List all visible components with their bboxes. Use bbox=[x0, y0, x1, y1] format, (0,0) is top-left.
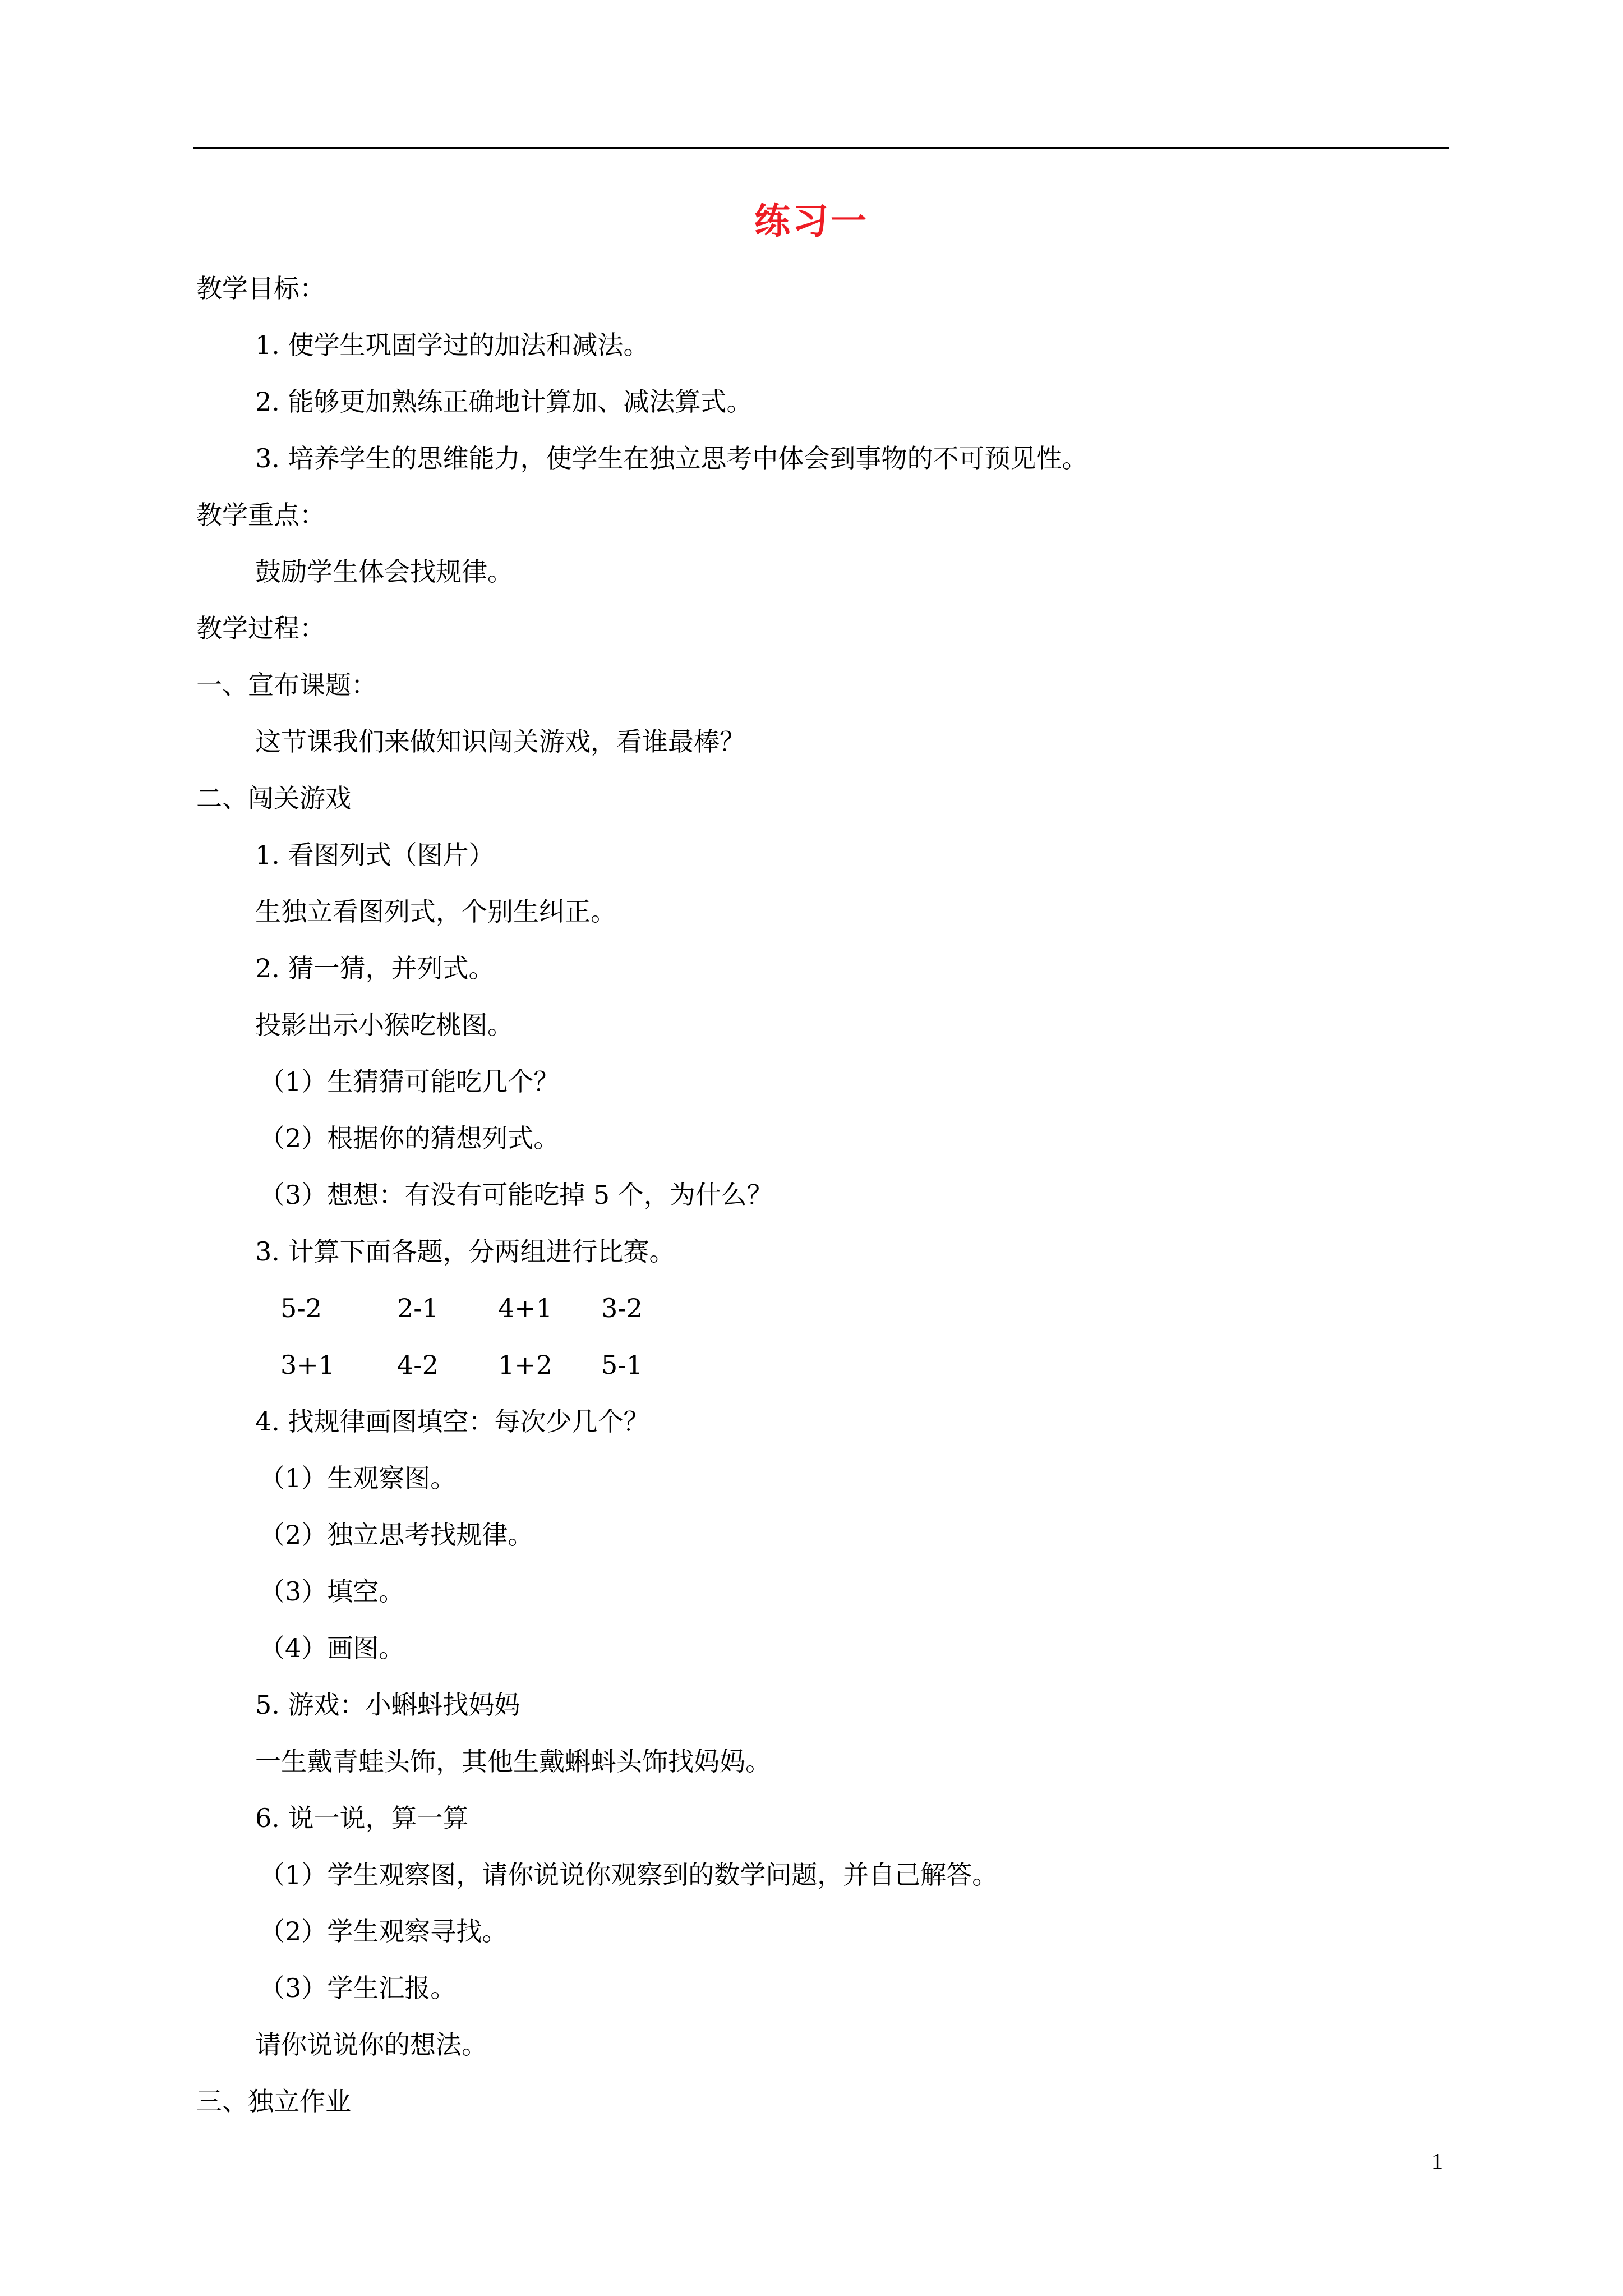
section-2-heading: 二、闯关游戏 bbox=[196, 783, 351, 813]
calc-expression: 3-2 bbox=[601, 1293, 643, 1323]
header-rule bbox=[193, 147, 1449, 149]
activity-4-step-1: （1）生观察图。 bbox=[259, 1463, 457, 1493]
page-number: 1 bbox=[1432, 2148, 1443, 2174]
key-point-text: 鼓励学生体会找规律。 bbox=[255, 556, 513, 587]
activity-5-text: 一生戴青蛙头饰，其他生戴蝌蚪头饰找妈妈。 bbox=[255, 1746, 771, 1777]
calc-expression: 2-1 bbox=[397, 1293, 439, 1323]
activity-4-step-4: （4）画图。 bbox=[259, 1633, 405, 1663]
calc-expression: 1+2 bbox=[498, 1350, 553, 1380]
section-1-text: 这节课我们来做知识闯关游戏，看谁最棒？ bbox=[255, 726, 745, 757]
activity-6-step-2: （2）学生观察寻找。 bbox=[259, 1916, 508, 1947]
activity-6-step-1: （1）学生观察图，请你说说你观察到的数学问题，并自己解答。 bbox=[259, 1860, 998, 1890]
activity-6-step-3: （3）学生汇报。 bbox=[259, 1973, 457, 2003]
heading-key-points: 教学重点： bbox=[196, 500, 325, 530]
document-title: 练习一 bbox=[754, 201, 869, 242]
heading-teaching-goals: 教学目标： bbox=[196, 273, 325, 303]
section-3-heading: 三、独立作业 bbox=[196, 2086, 351, 2116]
activity-2-step-3: （3）想想：有没有可能吃掉 5 个，为什么？ bbox=[259, 1180, 773, 1210]
activity-6-text: 请你说说你的想法。 bbox=[255, 2030, 487, 2060]
goal-item-1: 1. 使学生巩固学过的加法和减法。 bbox=[255, 330, 649, 360]
activity-4-title: 4. 找规律画图填空：每次少几个？ bbox=[255, 1406, 649, 1437]
activity-6-title: 6. 说一说，算一算 bbox=[255, 1803, 469, 1833]
goal-item-3: 3. 培养学生的思维能力，使学生在独立思考中体会到事物的不可预见性。 bbox=[255, 443, 1088, 473]
section-1-heading: 一、宣布课题： bbox=[196, 670, 377, 700]
activity-2-text: 投影出示小猴吃桃图。 bbox=[255, 1010, 513, 1040]
calc-expression: 4+1 bbox=[498, 1293, 553, 1323]
activity-2-step-2: （2）根据你的猜想列式。 bbox=[259, 1123, 560, 1153]
activity-5-title: 5. 游戏：小蝌蚪找妈妈 bbox=[255, 1690, 520, 1720]
calc-expression: 5-2 bbox=[280, 1293, 322, 1323]
goal-item-2: 2. 能够更加熟练正确地计算加、减法算式。 bbox=[255, 386, 753, 417]
calc-expression: 3+1 bbox=[280, 1350, 335, 1380]
activity-2-step-1: （1）生猜猜可能吃几个？ bbox=[259, 1066, 560, 1097]
activity-2-title: 2. 猜一猜，并列式。 bbox=[255, 953, 495, 983]
activity-1-title: 1. 看图列式（图片） bbox=[255, 840, 495, 870]
activity-1-text: 生独立看图列式，个别生纠正。 bbox=[255, 896, 616, 927]
activity-3-title: 3. 计算下面各题，分两组进行比赛。 bbox=[255, 1236, 675, 1267]
activity-4-step-3: （3）填空。 bbox=[259, 1576, 405, 1607]
calc-expression: 5-1 bbox=[601, 1350, 643, 1380]
activity-4-step-2: （2）独立思考找规律。 bbox=[259, 1520, 534, 1550]
heading-teaching-process: 教学过程： bbox=[196, 613, 325, 643]
calc-expression: 4-2 bbox=[397, 1350, 439, 1380]
